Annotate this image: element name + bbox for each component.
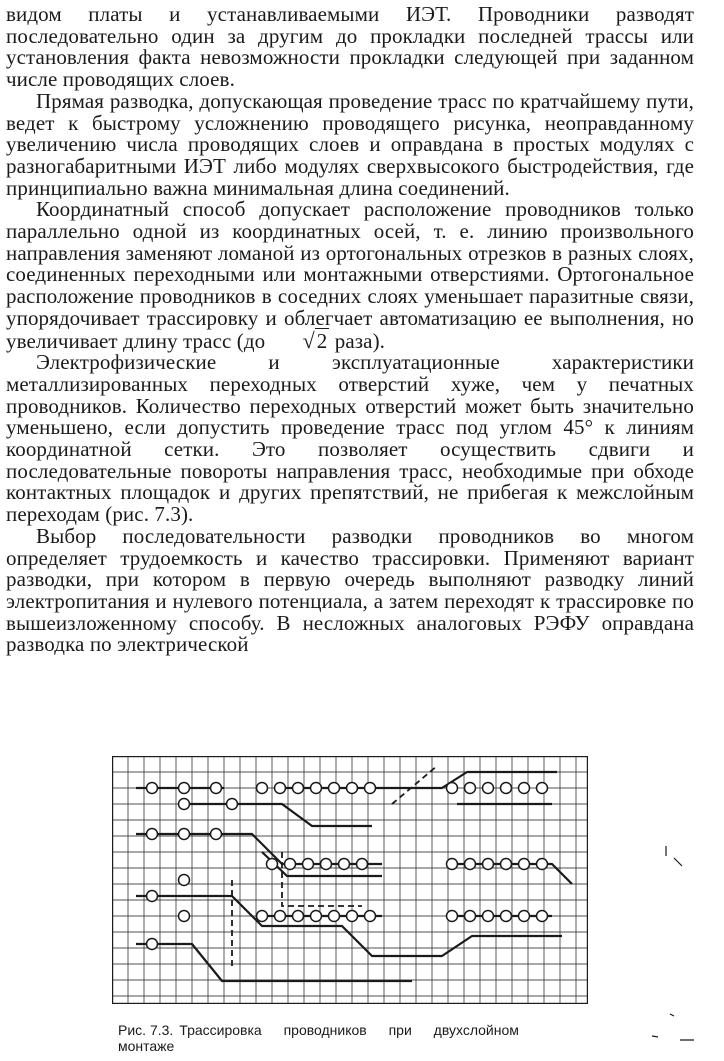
contact-pad bbox=[519, 859, 530, 870]
contact-pad bbox=[147, 829, 158, 840]
contact-pad bbox=[293, 911, 304, 922]
contact-pad bbox=[179, 799, 190, 810]
contact-pad bbox=[465, 859, 476, 870]
sqrt-argument: 2 bbox=[316, 328, 328, 353]
paragraph-via-characteristics: Электрофизические и эксплуатационные характеристики металлизированных переходных отверстий хуже, чем у печатных проводников. Количество переходных отверстий может быть значительно уменьшено, если допустить проведение трасс под углом 45° к линиям координатной сетки. Это позволяет осуществить сдвиги и последовательные повороты направления трасс, необходимые при обходе контактных площадок и других препятствий, не прибегая к межслойным переходам (рис. 7.3). bbox=[6, 350, 694, 527]
contact-pad bbox=[257, 911, 268, 922]
contact-pad bbox=[211, 783, 222, 794]
contact-pad bbox=[257, 783, 268, 794]
contact-pad bbox=[293, 783, 304, 794]
trace bbox=[136, 944, 412, 981]
contact-pad bbox=[501, 859, 512, 870]
body-text bbox=[6, 4, 694, 656]
contact-pad bbox=[275, 783, 286, 794]
caption-number: Рис. 7.3. bbox=[118, 1022, 174, 1038]
contact-pad bbox=[285, 859, 296, 870]
contact-pad bbox=[483, 783, 494, 794]
contact-pad bbox=[519, 783, 530, 794]
contact-pad bbox=[447, 911, 458, 922]
paragraph-coordinate-tail: раза). bbox=[329, 328, 386, 353]
contact-pad bbox=[537, 859, 548, 870]
paragraph-continuation: видом платы и устанавливаемыми ИЭТ. Проводники разводят последовательно один за другим до прокладки последней трассы или установления факта невозможности прокладки следующей при заданном числе проводящих слоев. bbox=[6, 2, 694, 92]
paragraph-coordinate-method bbox=[6, 199, 694, 352]
contact-pad bbox=[329, 783, 340, 794]
contact-pad bbox=[537, 911, 548, 922]
paragraph-coordinate-text: Координатный способ допускает расположение проводников только параллельно одной из координатных осей, т. е. линию произвольного направления заменяют ломаной из ортогональных отрезков в разных слоях, соединенных переходными или монтажными отверстиями. Ортогональное расположение проводников в соседних слоях уменьшает паразитные связи, упорядочивает трассировку и облегчает автоматизацию ее выполнения, но увеличивает длину трасс (до bbox=[6, 197, 694, 353]
contact-pad bbox=[311, 911, 322, 922]
contact-pad bbox=[321, 859, 332, 870]
contact-pad bbox=[519, 911, 530, 922]
contact-pad bbox=[267, 859, 278, 870]
contact-pad bbox=[303, 859, 314, 870]
contact-pad bbox=[311, 783, 322, 794]
paragraph-direct-routing: Прямая разводка, допускающая проведение трасс по кратчайшему пути, ведет к быстрому усложнению проводящего рисунка, неоправданному увеличению числа проводящих слоев и оправдана в простых модулях с разногабаритными ИЭТ либо модулях сверхвысокого быстродействия, где принципиально важна минимальная длина соединений. bbox=[6, 88, 694, 200]
sqrt-expression bbox=[271, 327, 330, 353]
scan-speck bbox=[640, 1010, 710, 1050]
contact-pad bbox=[227, 799, 238, 810]
trace bbox=[136, 896, 562, 956]
contact-pad bbox=[211, 829, 222, 840]
trace bbox=[282, 772, 557, 788]
contact-pad bbox=[483, 859, 494, 870]
trace bbox=[184, 804, 372, 826]
contact-pad bbox=[465, 783, 476, 794]
contact-pad bbox=[147, 939, 158, 950]
contact-pad bbox=[347, 783, 358, 794]
contact-pad bbox=[347, 911, 358, 922]
figure-caption bbox=[118, 1022, 588, 1054]
contact-pad bbox=[483, 911, 494, 922]
contact-pad bbox=[147, 891, 158, 902]
contact-pad bbox=[339, 859, 350, 870]
contact-pad bbox=[357, 859, 368, 870]
contact-pad bbox=[147, 783, 158, 794]
contact-pad bbox=[465, 911, 476, 922]
contact-pad bbox=[537, 783, 548, 794]
paragraph-routing-sequence: Выбор последовательности разводки проводников во многом определяет трудоемкость и качество трассировки. Применяют вариант разводки, при котором в первую очередь выполняют разводку линий электропитания и нулевого потенциала, а затем переходят к трассировке по вышеизложенному способу. В несложных аналоговых РЭФУ оправдана разводка по электрической bbox=[6, 523, 694, 657]
contact-pad bbox=[275, 911, 286, 922]
sqrt-sign: √ bbox=[302, 327, 315, 353]
contact-pad bbox=[179, 783, 190, 794]
caption-text: Трассировка проводников при двухслойном монтаже bbox=[118, 1022, 519, 1054]
contact-pad bbox=[501, 783, 512, 794]
contact-pad bbox=[501, 911, 512, 922]
contact-pad bbox=[329, 911, 340, 922]
contact-pad bbox=[179, 875, 190, 886]
contact-pad bbox=[447, 859, 458, 870]
routing-diagram bbox=[112, 756, 588, 1004]
routing-figure bbox=[112, 756, 588, 1004]
scan-speck bbox=[660, 840, 700, 880]
contact-pad bbox=[179, 829, 190, 840]
contact-pad bbox=[447, 783, 458, 794]
contact-pad bbox=[365, 783, 376, 794]
contact-pad bbox=[365, 911, 376, 922]
contact-pad bbox=[179, 911, 190, 922]
